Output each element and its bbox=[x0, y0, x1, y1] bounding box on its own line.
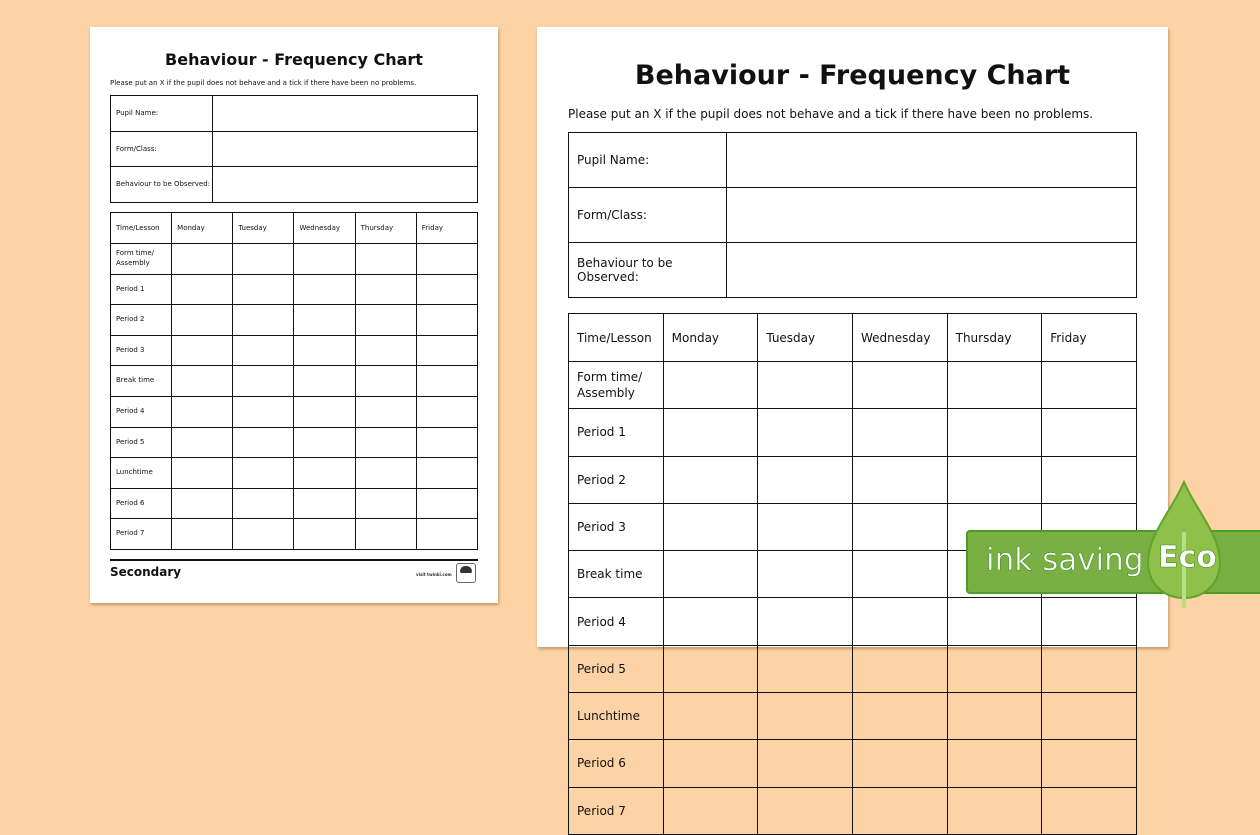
table-row bbox=[111, 519, 478, 550]
observation-cell[interactable] bbox=[294, 427, 355, 458]
observation-cell[interactable] bbox=[355, 396, 416, 427]
observation-cell[interactable] bbox=[172, 305, 233, 336]
observation-cell[interactable] bbox=[852, 503, 947, 550]
observation-cell[interactable] bbox=[947, 362, 1042, 409]
observation-cell[interactable] bbox=[663, 551, 758, 598]
info-label: Behaviour to be Observed: bbox=[111, 167, 213, 203]
row-label: Period 5 bbox=[111, 427, 172, 458]
observation-cell[interactable] bbox=[758, 693, 853, 740]
observation-cell[interactable] bbox=[758, 456, 853, 503]
row-label: Period 4 bbox=[111, 396, 172, 427]
row-label: Period 3 bbox=[111, 335, 172, 366]
info-field[interactable] bbox=[213, 96, 478, 132]
table-row bbox=[569, 740, 1137, 787]
observation-cell[interactable] bbox=[947, 645, 1042, 692]
column-header: Monday bbox=[663, 314, 758, 362]
frequency-table bbox=[110, 212, 478, 550]
observation-cell[interactable] bbox=[416, 366, 477, 397]
observation-cell[interactable] bbox=[663, 693, 758, 740]
column-header: Time/Lesson bbox=[111, 213, 172, 244]
row-label: Period 1 bbox=[569, 409, 664, 456]
table-row bbox=[569, 693, 1137, 740]
table-row bbox=[569, 409, 1137, 456]
observation-cell[interactable] bbox=[294, 458, 355, 489]
observation-cell[interactable] bbox=[355, 488, 416, 519]
row-label: Period 7 bbox=[569, 787, 664, 834]
column-header: Monday bbox=[172, 213, 233, 244]
observation-cell[interactable] bbox=[233, 274, 294, 305]
observation-cell[interactable] bbox=[172, 396, 233, 427]
observation-cell[interactable] bbox=[852, 645, 947, 692]
observation-cell[interactable] bbox=[294, 274, 355, 305]
column-header: Time/Lesson bbox=[569, 314, 664, 362]
observation-cell[interactable] bbox=[758, 409, 853, 456]
observation-cell[interactable] bbox=[233, 335, 294, 366]
table-row bbox=[111, 244, 478, 275]
observation-cell[interactable] bbox=[1042, 693, 1137, 740]
info-label: Pupil Name: bbox=[569, 133, 727, 188]
observation-cell[interactable] bbox=[355, 244, 416, 275]
footer-label: Secondary bbox=[110, 565, 182, 579]
observation-cell[interactable] bbox=[416, 396, 477, 427]
observation-cell[interactable] bbox=[1042, 456, 1137, 503]
observation-cell[interactable] bbox=[1042, 787, 1137, 834]
row-label: Period 5 bbox=[569, 645, 664, 692]
column-header: Thursday bbox=[947, 314, 1042, 362]
observation-cell[interactable] bbox=[663, 503, 758, 550]
observation-cell[interactable] bbox=[355, 519, 416, 550]
observation-cell[interactable] bbox=[294, 244, 355, 275]
observation-cell[interactable] bbox=[663, 456, 758, 503]
worksheet-preview-small bbox=[90, 27, 498, 603]
worksheet-title: Behaviour - Frequency Chart bbox=[165, 50, 423, 69]
observation-cell[interactable] bbox=[852, 362, 947, 409]
table-row bbox=[569, 787, 1137, 834]
observation-cell[interactable] bbox=[355, 305, 416, 336]
observation-cell[interactable] bbox=[758, 645, 853, 692]
observation-cell[interactable] bbox=[1042, 362, 1137, 409]
observation-cell[interactable] bbox=[758, 503, 853, 550]
eco-label: Eco bbox=[1158, 540, 1217, 575]
column-header: Wednesday bbox=[852, 314, 947, 362]
row-label: Break time bbox=[569, 551, 664, 598]
observation-cell[interactable] bbox=[947, 598, 1042, 645]
info-field[interactable] bbox=[213, 167, 478, 203]
observation-cell[interactable] bbox=[416, 458, 477, 489]
instructions: Please put an X if the pupil does not behave and a tick if there have been no problems. bbox=[110, 79, 417, 87]
info-field[interactable] bbox=[727, 133, 1137, 188]
observation-cell[interactable] bbox=[233, 519, 294, 550]
observation-cell[interactable] bbox=[852, 787, 947, 834]
table-row bbox=[569, 645, 1137, 692]
observation-cell[interactable] bbox=[355, 458, 416, 489]
observation-cell[interactable] bbox=[233, 305, 294, 336]
observation-cell[interactable] bbox=[233, 396, 294, 427]
info-label: Behaviour to be Observed: bbox=[569, 243, 727, 298]
observation-cell[interactable] bbox=[947, 693, 1042, 740]
table-row bbox=[111, 396, 478, 427]
observation-cell[interactable] bbox=[172, 274, 233, 305]
observation-cell[interactable] bbox=[416, 335, 477, 366]
observation-cell[interactable] bbox=[1042, 409, 1137, 456]
observation-cell[interactable] bbox=[172, 335, 233, 366]
observation-cell[interactable] bbox=[947, 740, 1042, 787]
table-row bbox=[569, 598, 1137, 645]
observation-cell[interactable] bbox=[172, 519, 233, 550]
observation-cell[interactable] bbox=[172, 366, 233, 397]
observation-cell[interactable] bbox=[663, 740, 758, 787]
info-label: Pupil Name: bbox=[111, 96, 213, 132]
observation-cell[interactable] bbox=[1042, 740, 1137, 787]
table-row bbox=[111, 488, 478, 519]
column-header: Friday bbox=[416, 213, 477, 244]
observation-cell[interactable] bbox=[758, 598, 853, 645]
ink-saving-label: ink saving bbox=[986, 542, 1144, 578]
observation-cell[interactable] bbox=[233, 366, 294, 397]
observation-cell[interactable] bbox=[852, 693, 947, 740]
column-header: Tuesday bbox=[233, 213, 294, 244]
column-header: Tuesday bbox=[758, 314, 853, 362]
column-header: Friday bbox=[1042, 314, 1137, 362]
observation-cell[interactable] bbox=[233, 458, 294, 489]
table-row bbox=[569, 456, 1137, 503]
observation-cell[interactable] bbox=[758, 787, 853, 834]
observation-cell[interactable] bbox=[355, 366, 416, 397]
observation-cell[interactable] bbox=[947, 456, 1042, 503]
observation-cell[interactable] bbox=[1042, 598, 1137, 645]
info-field[interactable] bbox=[727, 243, 1137, 298]
observation-cell[interactable] bbox=[172, 488, 233, 519]
observation-cell[interactable] bbox=[294, 335, 355, 366]
observation-cell[interactable] bbox=[852, 409, 947, 456]
observation-cell[interactable] bbox=[663, 598, 758, 645]
row-label: Form time/ Assembly bbox=[569, 362, 664, 409]
observation-cell[interactable] bbox=[758, 362, 853, 409]
row-label: Period 6 bbox=[569, 740, 664, 787]
observation-cell[interactable] bbox=[172, 458, 233, 489]
observation-cell[interactable] bbox=[172, 427, 233, 458]
observation-cell[interactable] bbox=[172, 244, 233, 275]
observation-cell[interactable] bbox=[416, 519, 477, 550]
footer-divider bbox=[110, 559, 478, 561]
row-label: Period 6 bbox=[111, 488, 172, 519]
twinkl-logo bbox=[456, 563, 476, 583]
pupil-info-table bbox=[568, 132, 1137, 298]
observation-cell[interactable] bbox=[663, 409, 758, 456]
row-label: Form time/ Assembly bbox=[111, 244, 172, 275]
observation-cell[interactable] bbox=[663, 645, 758, 692]
row-label: Break time bbox=[111, 366, 172, 397]
table-row bbox=[111, 458, 478, 489]
observation-cell[interactable] bbox=[416, 427, 477, 458]
info-label: Form/Class: bbox=[111, 131, 213, 167]
row-label: Period 2 bbox=[111, 305, 172, 336]
row-label: Period 7 bbox=[111, 519, 172, 550]
observation-cell[interactable] bbox=[852, 456, 947, 503]
observation-cell[interactable] bbox=[294, 519, 355, 550]
observation-cell[interactable] bbox=[416, 488, 477, 519]
observation-cell[interactable] bbox=[355, 335, 416, 366]
observation-cell[interactable] bbox=[1042, 645, 1137, 692]
observation-cell[interactable] bbox=[294, 488, 355, 519]
observation-cell[interactable] bbox=[294, 305, 355, 336]
table-row bbox=[111, 335, 478, 366]
observation-cell[interactable] bbox=[416, 305, 477, 336]
table-row bbox=[111, 366, 478, 397]
observation-cell[interactable] bbox=[852, 740, 947, 787]
pupil-info-table bbox=[110, 95, 478, 203]
row-label: Lunchtime bbox=[111, 458, 172, 489]
column-header: Wednesday bbox=[294, 213, 355, 244]
footer-site: visit twinkl.com bbox=[416, 572, 452, 577]
worksheet-title: Behaviour - Frequency Chart bbox=[634, 60, 1071, 91]
observation-cell[interactable] bbox=[852, 551, 947, 598]
observation-cell[interactable] bbox=[947, 409, 1042, 456]
info-field[interactable] bbox=[213, 131, 478, 167]
observation-cell[interactable] bbox=[758, 740, 853, 787]
row-label: Period 1 bbox=[111, 274, 172, 305]
observation-cell[interactable] bbox=[758, 551, 853, 598]
row-label: Period 4 bbox=[569, 598, 664, 645]
observation-cell[interactable] bbox=[233, 244, 294, 275]
observation-cell[interactable] bbox=[852, 598, 947, 645]
table-row bbox=[569, 362, 1137, 409]
table-row bbox=[111, 427, 478, 458]
observation-cell[interactable] bbox=[663, 787, 758, 834]
observation-cell[interactable] bbox=[663, 362, 758, 409]
column-header: Thursday bbox=[355, 213, 416, 244]
table-row bbox=[111, 274, 478, 305]
observation-cell[interactable] bbox=[355, 427, 416, 458]
row-label: Period 2 bbox=[569, 456, 664, 503]
observation-cell[interactable] bbox=[233, 488, 294, 519]
row-label: Lunchtime bbox=[569, 693, 664, 740]
observation-cell[interactable] bbox=[233, 427, 294, 458]
observation-cell[interactable] bbox=[416, 274, 477, 305]
instructions: Please put an X if the pupil does not behave and a tick if there have been no problems. bbox=[568, 107, 1094, 121]
observation-cell[interactable] bbox=[294, 366, 355, 397]
observation-cell[interactable] bbox=[416, 244, 477, 275]
row-label: Period 3 bbox=[569, 503, 664, 550]
table-row bbox=[111, 305, 478, 336]
observation-cell[interactable] bbox=[294, 396, 355, 427]
observation-cell[interactable] bbox=[355, 274, 416, 305]
observation-cell[interactable] bbox=[947, 787, 1042, 834]
info-field[interactable] bbox=[727, 188, 1137, 243]
info-label: Form/Class: bbox=[569, 188, 727, 243]
